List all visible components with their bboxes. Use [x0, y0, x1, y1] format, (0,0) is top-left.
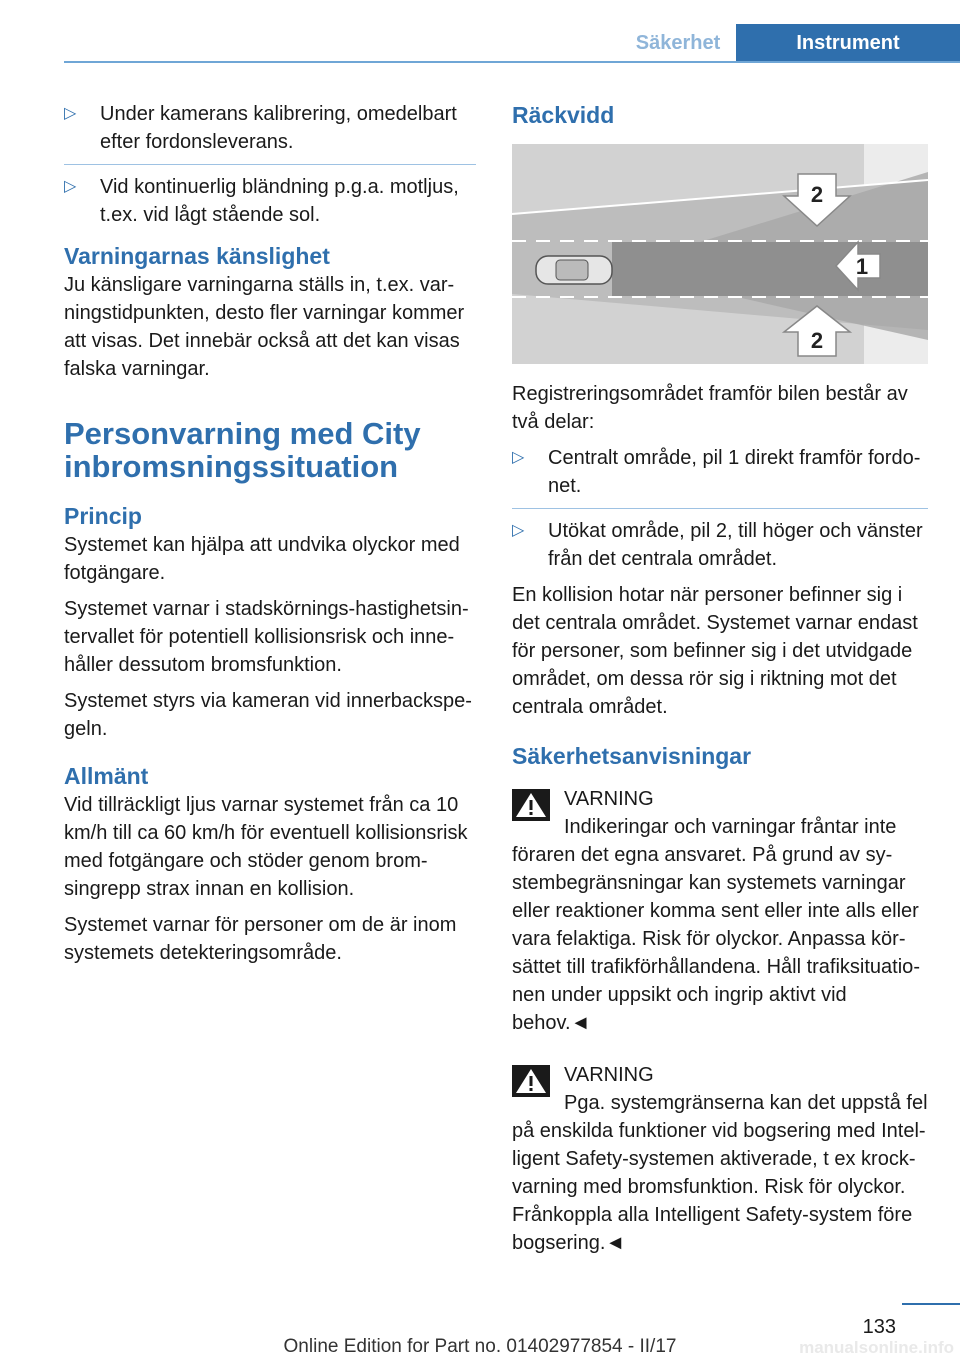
range-intro: Registreringsområdet framför bilen består av två delar: [512, 383, 908, 433]
principle-paragraph-3: Systemet styrs via kameran vid innerbackspegeln. [64, 690, 472, 740]
right-column [512, 100, 928, 1257]
warning-1-title: VARNING [564, 788, 654, 810]
calibration-bullet-list [64, 100, 476, 229]
page-number: 133 [862, 1316, 896, 1338]
sensitivity-text: Ju känsligare varningarna ställs in, t.ex. varningstidpunkten, desto fler varningar kommer att visas. Det innebär också att det kan visas falska varningar. [64, 274, 465, 380]
tab-instrument[interactable]: Instrument [736, 24, 960, 62]
warning-1-text: Indikeringar och varningar fråntar inte föraren det egna ansvaret. På grund av systembegränsningar kan systemets varningar eller reaktioner komma sent eller inte alls eller vara felaktiga. Risk för olyckor. Anpassa körsättet till trafikförhållandena. Håll trafiksituationen under uppsikt och ingrip aktivt vid behov.◄ [512, 816, 920, 1034]
range-diagram [512, 144, 928, 364]
warning-2-text: Pga. systemgränserna kan det uppstå fel på enskilda funktioner vid bogsering med Intelligent Safety-systemen aktiverade, t ex krockvarning med bromsfunktion. Risk för olyckor. Frånkoppla alla Intelligent Safety-system före bogsering.◄ [512, 1092, 928, 1254]
range-bullet-list [512, 444, 928, 573]
range-text: En kollision hotar när personer befinner sig i det centrala området. Systemet varnar endast för personer, som befinner sig i det utvidgade området, om dessa rör sig i riktning mot det centrala området. [512, 584, 918, 718]
watermark: manualsonline.info [799, 1338, 954, 1357]
section-title: Personvarning med City inbromsningssituation [64, 416, 421, 484]
list-item: ▷ Utökat område, pil 2, till höger och vänster från det centrala området. [512, 517, 928, 573]
list-item: ▷ Vid kontinuerlig bländning p.g.a. motljus, t.ex. vid lågt stående sol. [64, 173, 476, 229]
warning-2-title: VARNING [564, 1064, 654, 1086]
divider [512, 508, 928, 509]
detection-range-figure [512, 144, 928, 364]
warning-block-2 [512, 1061, 928, 1257]
general-heading: Allmänt [64, 763, 149, 789]
warning-block-1 [512, 785, 928, 1037]
sensitivity-heading: Varningarnas känslighet [64, 243, 330, 269]
safety-heading: Säkerhetsanvisningar [512, 743, 752, 769]
principle-paragraph-1: Systemet kan hjälpa att undvika olyckor med fotgängare. [64, 534, 460, 584]
warning-triangle-icon [512, 789, 550, 821]
arrow-label-2-bottom: 2 [810, 328, 824, 353]
left-column [64, 100, 476, 975]
principle-paragraph-2: Systemet varnar i stadskörnings-hastighetsintervallet för potentiell kollisionsrisk och innehåller dessutom bromsfunktion. [64, 598, 469, 676]
divider [64, 164, 476, 165]
warning-triangle-icon [512, 1065, 550, 1097]
header-rule [64, 61, 960, 63]
principle-heading: Princip [64, 503, 142, 529]
car-icon [536, 256, 612, 284]
arrow-label-2-top: 2 [810, 182, 824, 207]
tab-sakerhet[interactable]: Säkerhet [620, 24, 736, 62]
list-item: ▷ Under kamerans kalibrering, omedelbart efter fordonsleverans. [64, 100, 476, 156]
general-paragraph-1: Vid tillräckligt ljus varnar systemet från ca 10 km/h till ca 60 km/h för eventuell kollisionsrisk med fotgängare och stöder genom bromsingrepp strax innan en kollision. [64, 794, 468, 900]
page-number-rule [902, 1303, 960, 1305]
general-paragraph-2: Systemet varnar för personer om de är inom systemets detekteringsområde. [64, 914, 457, 964]
range-heading: Räckvidd [512, 102, 615, 128]
list-item: ▷ Centralt område, pil 1 direkt framför fordonet. [512, 444, 928, 500]
arrow-label-1: 1 [855, 254, 869, 279]
edition-footer: Online Edition for Part no. 01402977854 - II/17 [283, 1336, 677, 1357]
